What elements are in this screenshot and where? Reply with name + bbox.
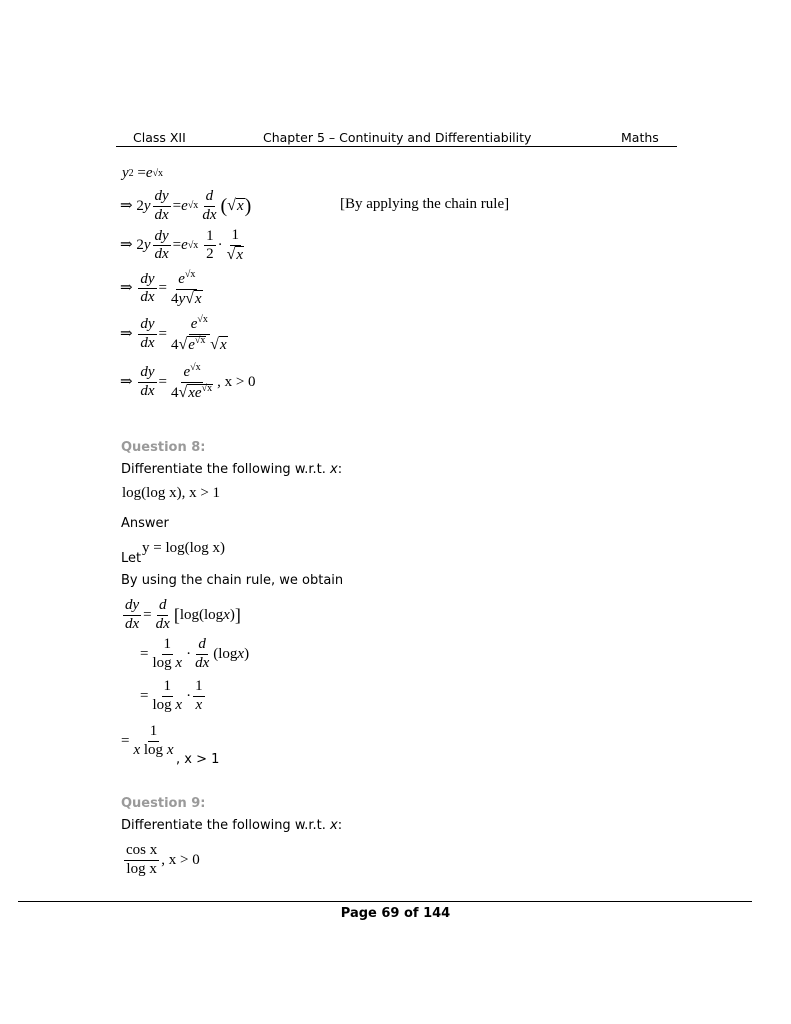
eq-line-3: ⇒ 2 y $\frac{dy}{dx}$ = e √x $\frac{1}{2}$ · $\frac{1}{√x}$ bbox=[120, 227, 244, 263]
chain-rule-text: By using the chain rule, we obtain bbox=[121, 573, 344, 588]
q8-step-1: $\frac{dy}{dx}$ = $\frac{d}{dx}$ [ log(log x ) ] bbox=[125, 597, 241, 632]
page-number: Page 69 of 144 bbox=[340, 906, 451, 921]
question-8-prompt: Differentiate the following w.r.t. x: bbox=[121, 462, 343, 477]
question-8-expression: log(log x), x > 1 bbox=[122, 485, 221, 501]
eq-line-6: ⇒ $\frac{dy}{dx}$ = $\frac{e^{√x}}{4√xe^{√x}}$ , x > 0 bbox=[120, 362, 256, 401]
let-label: Let bbox=[121, 551, 142, 566]
eq-line-4: ⇒ $\frac{dy}{dx}$ = $\frac{e^{√x}}{4y√x}$ bbox=[120, 269, 202, 307]
eq-line-1: y 2 = e √x bbox=[122, 165, 164, 181]
header-subject: Maths bbox=[621, 130, 659, 145]
question-8-heading: Question 8: bbox=[121, 440, 206, 455]
question-9-heading: Question 9: bbox=[121, 796, 206, 811]
q8-step-3: = $\frac{1}{\text{log x}}$ · $\frac{1}{x}$ bbox=[140, 678, 203, 713]
q8-result: = $\frac{1}{\text{x log x}}$ bbox=[121, 723, 174, 758]
answer-label: Answer bbox=[121, 516, 169, 531]
question-9-expression: $\frac{\text{cos x}}{\text{log x}}$ , x > 0 bbox=[126, 842, 200, 877]
implies-symbol: ⇒ bbox=[120, 197, 133, 214]
chain-rule-note: [By applying the chain rule] bbox=[340, 196, 510, 212]
header-class: Class XII bbox=[133, 130, 186, 145]
q8-step-2: = $\frac{1}{\text{log x}}$ · $\frac{d}{dx}$ (log x ) bbox=[140, 636, 250, 671]
footer-rule bbox=[18, 901, 752, 902]
q8-result-domain: , x > 1 bbox=[176, 752, 220, 767]
eq-line-5: ⇒ $\frac{dy}{dx}$ = $\frac{e^{√x}}{4√e^{√x} √x}$ bbox=[120, 314, 227, 353]
let-expression: y = log(log x) bbox=[142, 540, 226, 556]
header-chapter: Chapter 5 – Continuity and Differentiability bbox=[263, 130, 532, 145]
header-rule bbox=[116, 146, 677, 147]
question-9-prompt: Differentiate the following w.r.t. x: bbox=[121, 818, 343, 833]
eq-line-2: ⇒ 2 y $\frac{dy}{dx}$ = e √x $\frac{d}{dx}$ ( √ x ) bbox=[120, 188, 252, 223]
eq-domain: , x > 0 bbox=[217, 373, 256, 390]
